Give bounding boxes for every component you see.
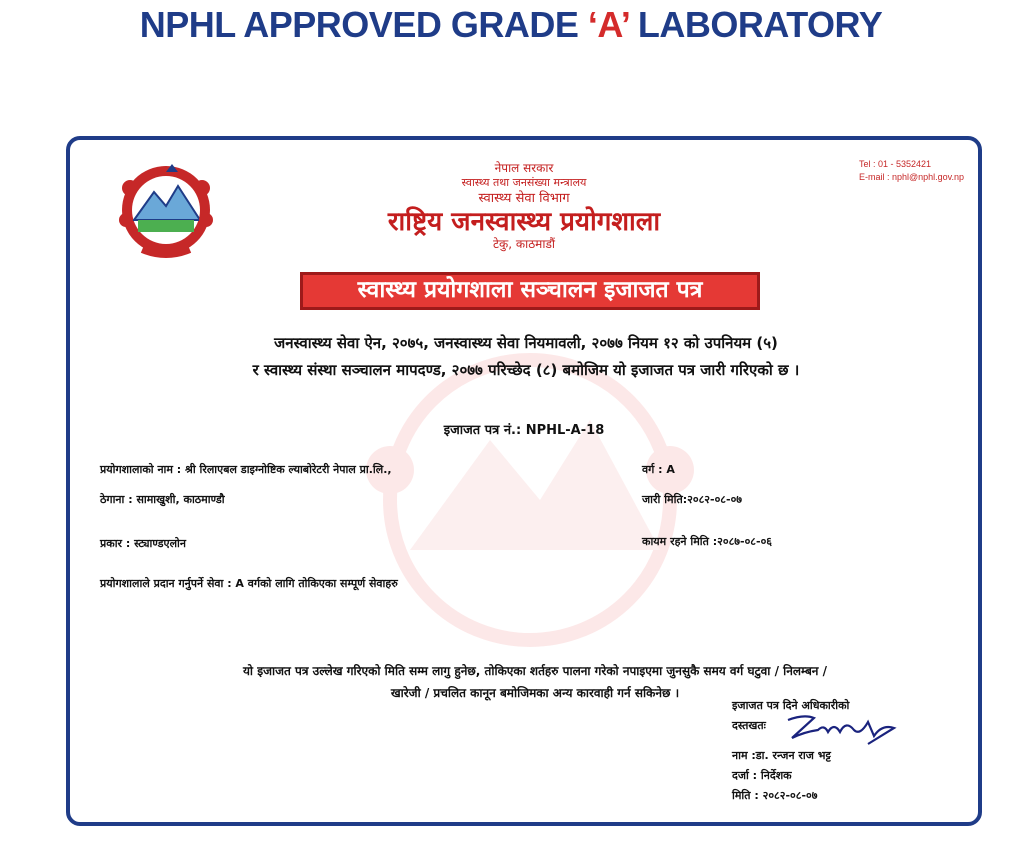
notice-line-1: यो इजाजत पत्र उल्लेख गरिएको मिति सम्म लागु हुनेछ, तोकिएका शर्तहरु पालना गरेको नपाइएमा जुनसुकै समय वर्ग घटुवा / निलम्बन / — [242, 664, 828, 678]
permit-number-label: इजाजत पत्र नं.: — [443, 423, 526, 438]
signatory-date: मिति : २०८२-०८-०७ — [732, 789, 818, 802]
headline-grade: ‘A’ — [587, 4, 629, 45]
email: E-mail : nphl@nphl.gov.np — [858, 172, 964, 182]
institution-location: टेकु, काठमाडौं — [492, 237, 555, 251]
department-name: स्वास्थ्य सेवा विभाग — [478, 191, 570, 206]
ministry-name: स्वास्थ्य तथा जनसंख्या मन्त्रालय — [461, 176, 587, 189]
address-field: ठेगाना : सामाखुशी, काठमाण्डौ — [100, 493, 225, 506]
issue-date-field: जारी मिति:२०८२-०८-०७ — [642, 493, 743, 506]
legal-basis-line-2: र स्वास्थ्य संस्था सञ्चालन मापदण्ड, २०७७ परिच्छेद (८) बमोजिम यो इजाजत पत्र जारी गरिएको छ । — [252, 361, 800, 379]
signatory-name: नाम :डा. रन्जन राज भट्ट — [732, 749, 831, 762]
valid-until-field: कायम रहने मिति :२०८७-०८-०६ — [642, 535, 773, 548]
permit-number — [70, 420, 978, 438]
headline-suffix: LABORATORY — [628, 4, 883, 45]
signatory-heading: इजाजत पत्र दिने अधिकारीको — [732, 699, 850, 712]
government-name: नेपाल सरकार — [494, 161, 554, 175]
grade-field: वर्ग : A — [642, 463, 675, 476]
certificate-frame — [66, 136, 982, 826]
signature-label: दस्तखतः — [732, 719, 766, 732]
institution-name: राष्ट्रिय जनस्वास्थ्य प्रयोगशाला — [387, 207, 661, 237]
notice-line-2: खारेजी / प्रचलित कानून बमोजिमका अन्य कारवाही गर्न सकिनेछ । — [390, 686, 680, 700]
signatory-block — [732, 696, 972, 806]
legal-basis — [110, 330, 942, 384]
type-field: प्रकार : स्ट्याण्डएलोन — [100, 537, 187, 550]
certificate-title: स्वास्थ्य प्रयोगशाला सञ्चालन इजाजत पत्र — [300, 272, 760, 310]
lab-name-field: प्रयोगशालाको नाम : श्री रिलाएबल डाइग्नोष्टिक ल्याबोरेटरी नेपाल प्रा.लि., — [100, 463, 392, 476]
page-headline — [0, 0, 1022, 58]
handwritten-signature-icon — [784, 710, 904, 746]
signature-line — [732, 716, 972, 746]
permit-number-value: NPHL-A-18 — [525, 423, 605, 438]
telephone: Tel : 01 - 5352421 — [858, 159, 932, 169]
services-field: प्रयोगशालाले प्रदान गर्नुपर्ने सेवा : A वर्गको लागि तोकिएका सम्पूर्ण सेवाहरु — [100, 577, 398, 590]
headline-prefix: NPHL APPROVED GRADE — [139, 4, 588, 45]
signatory-designation: दर्जा : निर्देशक — [732, 769, 792, 782]
letterhead — [70, 160, 978, 251]
legal-basis-line-1: जनस्वास्थ्य सेवा ऐन, २०७५, जनस्वास्थ्य सेवा नियमावली, २०७७ नियम १२ को उपनियम (५) — [274, 334, 778, 352]
